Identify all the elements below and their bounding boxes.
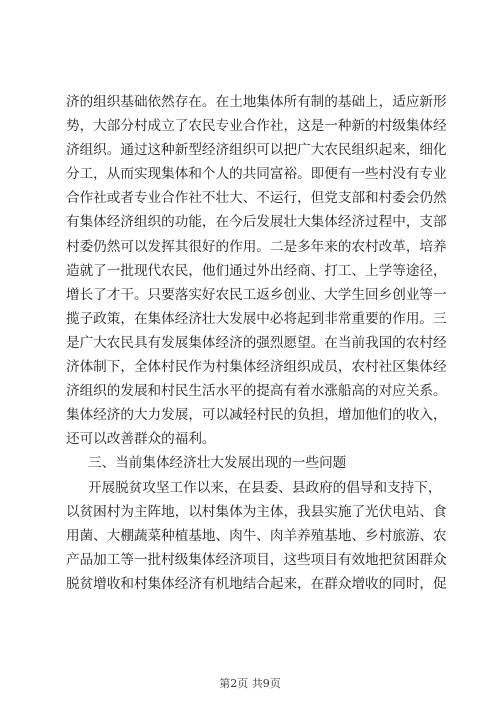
text-line: 村委仍然可以发挥其很好的作用。二是多年来的农村改革，培养 (66, 238, 447, 255)
text-line: 增长了才干。只要落实好农民工返乡创业、大学生回乡创业等一 (66, 286, 447, 303)
text-line: 济组织的发展和村民生活水平的提高有着水涨船高的对应关系。 (66, 383, 447, 400)
text-line: 以贫困村为主阵地，以村集体为主体，我县实施了光伏电站、食 (66, 503, 447, 520)
text-line: 是广大农民具有发展集体经济的强烈愿望。在当前我国的农村经 (66, 334, 447, 351)
text-line: 合作社或者专业合作社不壮大、不运行，但党支部和村委会仍然 (66, 190, 447, 207)
text-line: 济体制下，全体村民作为村集体经济组织成员，农村社区集体经 (66, 359, 447, 376)
text-line: 用菌、大棚蔬菜种植基地、肉牛、肉羊养殖基地、乡村旅游、农 (66, 527, 447, 544)
paragraph-continued (66, 90, 447, 451)
paragraph (66, 476, 447, 596)
text-line: 济的组织基础依然存在。在土地集体所有制的基础上，适应新形 (66, 94, 447, 110)
text-line: 造就了一批现代农民，他们通过外出经商、打工、上学等途径， (66, 262, 447, 279)
text-line: 产品加工等一批村级集体经济项目，这些项目有效地把贫困群众 (66, 551, 447, 568)
text-line: 还可以改善群众的福利。 (66, 431, 216, 448)
text-line: 分工，从而实现集体和个人的共同富裕。即便有一些村没有专业 (66, 166, 447, 183)
text-line: 脱贫增收和村集体经济有机地结合起来，在群众增收的同时，促 (66, 575, 447, 592)
text-line: 济组织。通过这种新型经济组织可以把广大农民组织起来，细化 (66, 142, 447, 159)
text-line: 集体经济的大力发展，可以减轻村民的负担，增加他们的收入， (66, 407, 447, 424)
text-line: 开展脱贫攻坚工作以来，在县委、县政府的倡导和支持下， (88, 479, 442, 496)
document-body (66, 90, 447, 596)
page-footer: 第2页 共9页 (219, 677, 281, 690)
text-line: 势，大部分村成立了农民专业合作社，这是一种新的村级集体经 (66, 118, 447, 135)
section-heading: 三、当前集体经济壮大发展出现的一些问题 (88, 455, 347, 472)
text-line: 揽子政策，在集体经济壮大发展中必将起到非常重要的作用。三 (66, 310, 447, 327)
text-line: 有集体经济组织的功能，在今后发展壮大集体经济过程中，支部 (66, 214, 447, 231)
